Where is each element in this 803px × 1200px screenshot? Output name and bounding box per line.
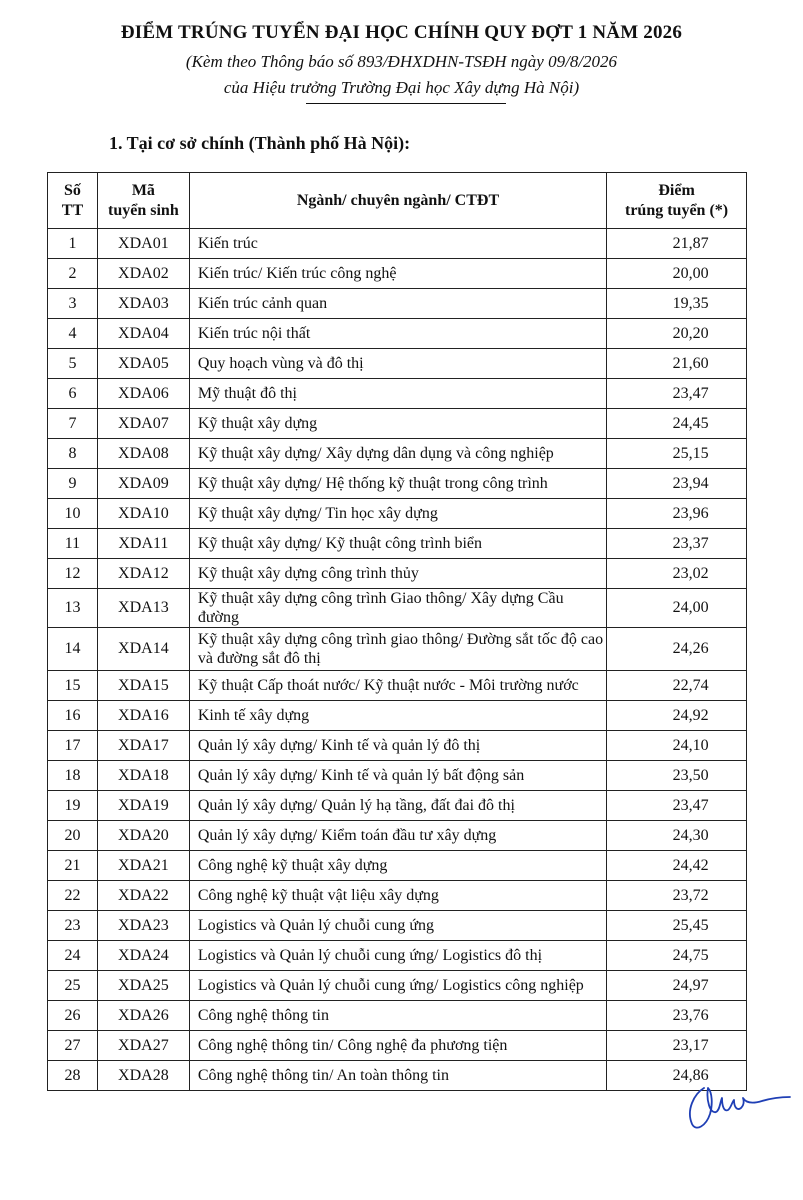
header-ma-line2: tuyển sinh	[108, 201, 179, 219]
diem-cell: 24,00	[607, 589, 747, 628]
header-ma-line1: Mã	[131, 181, 155, 199]
stt-cell: 22	[48, 881, 98, 911]
nganh-cell: Mỹ thuật đô thị	[189, 379, 606, 409]
ma-tuyen-sinh-cell: XDA27	[97, 1031, 189, 1061]
table-row	[48, 1001, 747, 1031]
diem-cell: 21,60	[607, 349, 747, 379]
nganh-cell: Kỹ thuật xây dựng công trình giao thông/ Đường sắt tốc độ cao và đường sắt đô thị	[189, 628, 606, 671]
stt-cell: 3	[48, 289, 98, 319]
stt-cell: 21	[48, 851, 98, 881]
nganh-cell: Logistics và Quản lý chuỗi cung ứng/ Logistics đô thị	[189, 941, 606, 971]
table-row	[48, 821, 747, 851]
stt-cell: 17	[48, 731, 98, 761]
stt-cell: 14	[48, 628, 98, 671]
ma-tuyen-sinh-cell: XDA24	[97, 941, 189, 971]
stt-cell: 10	[48, 499, 98, 529]
table-body	[48, 229, 747, 1091]
ma-tuyen-sinh-cell: XDA15	[97, 671, 189, 701]
table-row	[48, 319, 747, 349]
table-row	[48, 851, 747, 881]
diem-cell: 24,30	[607, 821, 747, 851]
nganh-cell: Kỹ thuật xây dựng/ Hệ thống kỹ thuật trong công trình	[189, 469, 606, 499]
ma-tuyen-sinh-cell: XDA01	[97, 229, 189, 259]
table-row	[48, 761, 747, 791]
diem-cell: 24,86	[607, 1061, 747, 1091]
ma-tuyen-sinh-cell: XDA22	[97, 881, 189, 911]
nganh-cell: Kỹ thuật xây dựng/ Xây dựng dân dụng và công nghiệp	[189, 439, 606, 469]
ma-tuyen-sinh-cell: XDA23	[97, 911, 189, 941]
nganh-cell: Kiến trúc/ Kiến trúc công nghệ	[189, 259, 606, 289]
nganh-cell: Công nghệ kỹ thuật vật liệu xây dựng	[189, 881, 606, 911]
ma-tuyen-sinh-cell: XDA10	[97, 499, 189, 529]
nganh-cell: Kiến trúc nội thất	[189, 319, 606, 349]
section-title: 1. Tại cơ sở chính (Thành phố Hà Nội):	[109, 133, 411, 153]
nganh-cell: Kinh tế xây dựng	[189, 701, 606, 731]
table-row	[48, 469, 747, 499]
ma-tuyen-sinh-cell: XDA08	[97, 439, 189, 469]
diem-cell: 23,37	[607, 529, 747, 559]
ma-tuyen-sinh-cell: XDA12	[97, 559, 189, 589]
ma-tuyen-sinh-cell: XDA21	[97, 851, 189, 881]
table-row	[48, 259, 747, 289]
table-row	[48, 791, 747, 821]
stt-cell: 4	[48, 319, 98, 349]
nganh-cell: Kỹ thuật xây dựng	[189, 409, 606, 439]
ma-tuyen-sinh-cell: XDA03	[97, 289, 189, 319]
table-row	[48, 289, 747, 319]
diem-cell: 21,87	[607, 229, 747, 259]
table-row	[48, 529, 747, 559]
diem-cell: 22,74	[607, 671, 747, 701]
diem-cell: 20,20	[607, 319, 747, 349]
header-stt-line1: Số	[64, 181, 81, 199]
diem-cell: 24,75	[607, 941, 747, 971]
table-row	[48, 499, 747, 529]
nganh-cell: Logistics và Quản lý chuỗi cung ứng/ Logistics công nghiệp	[189, 971, 606, 1001]
nganh-cell: Công nghệ thông tin/ Công nghệ đa phương tiện	[189, 1031, 606, 1061]
stt-cell: 12	[48, 559, 98, 589]
subtitle-line-2: của Hiệu trưởng Trường Đại học Xây dựng Hà Nội)	[223, 78, 580, 97]
ma-tuyen-sinh-cell: XDA05	[97, 349, 189, 379]
header-ma-tuyen-sinh	[97, 173, 189, 229]
ma-tuyen-sinh-cell: XDA02	[97, 259, 189, 289]
nganh-cell: Quy hoạch vùng và đô thị	[189, 349, 606, 379]
nganh-cell: Công nghệ kỹ thuật xây dựng	[189, 851, 606, 881]
nganh-cell: Quản lý xây dựng/ Quản lý hạ tầng, đất đai đô thị	[189, 791, 606, 821]
stt-cell: 11	[48, 529, 98, 559]
ma-tuyen-sinh-cell: XDA11	[97, 529, 189, 559]
diem-cell: 25,15	[607, 439, 747, 469]
nganh-cell: Logistics và Quản lý chuỗi cung ứng	[189, 911, 606, 941]
header-diem	[607, 173, 747, 229]
nganh-cell: Kỹ thuật xây dựng/ Tin học xây dựng	[189, 499, 606, 529]
nganh-cell: Công nghệ thông tin/ An toàn thông tin	[189, 1061, 606, 1091]
diem-cell: 24,97	[607, 971, 747, 1001]
diem-cell: 23,50	[607, 761, 747, 791]
table-row	[48, 671, 747, 701]
stt-cell: 20	[48, 821, 98, 851]
diem-cell: 24,45	[607, 409, 747, 439]
nganh-cell: Quản lý xây dựng/ Kinh tế và quản lý bất động sản	[189, 761, 606, 791]
ma-tuyen-sinh-cell: XDA06	[97, 379, 189, 409]
nganh-cell: Kỹ thuật xây dựng/ Kỹ thuật công trình biển	[189, 529, 606, 559]
ma-tuyen-sinh-cell: XDA18	[97, 761, 189, 791]
stt-cell: 13	[48, 589, 98, 628]
subtitle-line-1: (Kèm theo Thông báo số 893/ĐHXDHN-TSĐH ngày 09/8/2026	[185, 52, 618, 71]
diem-cell: 23,47	[607, 791, 747, 821]
table-row	[48, 1031, 747, 1061]
stt-cell: 2	[48, 259, 98, 289]
table-row	[48, 559, 747, 589]
header-nganh: Ngành/ chuyên ngành/ CTĐT	[189, 173, 606, 229]
title-underline	[306, 103, 506, 104]
diem-cell: 24,26	[607, 628, 747, 671]
table-row	[48, 701, 747, 731]
ma-tuyen-sinh-cell: XDA17	[97, 731, 189, 761]
handwritten-signature	[682, 1080, 792, 1135]
stt-cell: 5	[48, 349, 98, 379]
ma-tuyen-sinh-cell: XDA14	[97, 628, 189, 671]
diem-cell: 23,94	[607, 469, 747, 499]
nganh-cell: Kiến trúc cảnh quan	[189, 289, 606, 319]
diem-cell: 20,00	[607, 259, 747, 289]
diem-cell: 24,92	[607, 701, 747, 731]
nganh-cell: Quản lý xây dựng/ Kinh tế và quản lý đô thị	[189, 731, 606, 761]
table-row	[48, 971, 747, 1001]
ma-tuyen-sinh-cell: XDA25	[97, 971, 189, 1001]
table-row	[48, 379, 747, 409]
diem-cell: 23,02	[607, 559, 747, 589]
ma-tuyen-sinh-cell: XDA26	[97, 1001, 189, 1031]
header-stt	[48, 173, 98, 229]
diem-cell: 19,35	[607, 289, 747, 319]
table-row	[48, 881, 747, 911]
stt-cell: 23	[48, 911, 98, 941]
diem-cell: 23,96	[607, 499, 747, 529]
table-row	[48, 731, 747, 761]
ma-tuyen-sinh-cell: XDA13	[97, 589, 189, 628]
table-row	[48, 409, 747, 439]
diem-cell: 25,45	[607, 911, 747, 941]
admission-scores-table	[47, 172, 747, 1091]
nganh-cell: Kỹ thuật xây dựng công trình Giao thông/ Xây dựng Cầu đường	[189, 589, 606, 628]
ma-tuyen-sinh-cell: XDA04	[97, 319, 189, 349]
nganh-cell: Kỹ thuật xây dựng công trình thủy	[189, 559, 606, 589]
ma-tuyen-sinh-cell: XDA20	[97, 821, 189, 851]
stt-cell: 6	[48, 379, 98, 409]
table-row	[48, 349, 747, 379]
table-header-row	[48, 173, 747, 229]
diem-cell: 24,42	[607, 851, 747, 881]
nganh-cell: Kỹ thuật Cấp thoát nước/ Kỹ thuật nước - Môi trường nước	[189, 671, 606, 701]
diem-cell: 23,17	[607, 1031, 747, 1061]
table-row	[48, 229, 747, 259]
table-row	[48, 439, 747, 469]
header-diem-line2: trúng tuyển (*)	[625, 201, 729, 219]
stt-cell: 16	[48, 701, 98, 731]
stt-cell: 8	[48, 439, 98, 469]
table-row	[48, 941, 747, 971]
nganh-cell: Kiến trúc	[189, 229, 606, 259]
table-row	[48, 911, 747, 941]
diem-cell: 23,76	[607, 1001, 747, 1031]
ma-tuyen-sinh-cell: XDA28	[97, 1061, 189, 1091]
diem-cell: 23,72	[607, 881, 747, 911]
document-title: ĐIỂM TRÚNG TUYỂN ĐẠI HỌC CHÍNH QUY ĐỢT 1 NĂM 2026	[120, 22, 683, 43]
table-row	[48, 589, 747, 628]
ma-tuyen-sinh-cell: XDA07	[97, 409, 189, 439]
stt-cell: 19	[48, 791, 98, 821]
nganh-cell: Công nghệ thông tin	[189, 1001, 606, 1031]
ma-tuyen-sinh-cell: XDA19	[97, 791, 189, 821]
stt-cell: 15	[48, 671, 98, 701]
stt-cell: 25	[48, 971, 98, 1001]
table-row	[48, 1061, 747, 1091]
nganh-cell: Quản lý xây dựng/ Kiểm toán đầu tư xây dựng	[189, 821, 606, 851]
header-diem-line1: Điểm	[658, 181, 695, 199]
stt-cell: 27	[48, 1031, 98, 1061]
stt-cell: 24	[48, 941, 98, 971]
diem-cell: 24,10	[607, 731, 747, 761]
ma-tuyen-sinh-cell: XDA09	[97, 469, 189, 499]
stt-cell: 26	[48, 1001, 98, 1031]
stt-cell: 1	[48, 229, 98, 259]
table-row	[48, 628, 747, 671]
ma-tuyen-sinh-cell: XDA16	[97, 701, 189, 731]
stt-cell: 28	[48, 1061, 98, 1091]
header-stt-line2: TT	[61, 201, 84, 219]
stt-cell: 7	[48, 409, 98, 439]
stt-cell: 9	[48, 469, 98, 499]
diem-cell: 23,47	[607, 379, 747, 409]
stt-cell: 18	[48, 761, 98, 791]
